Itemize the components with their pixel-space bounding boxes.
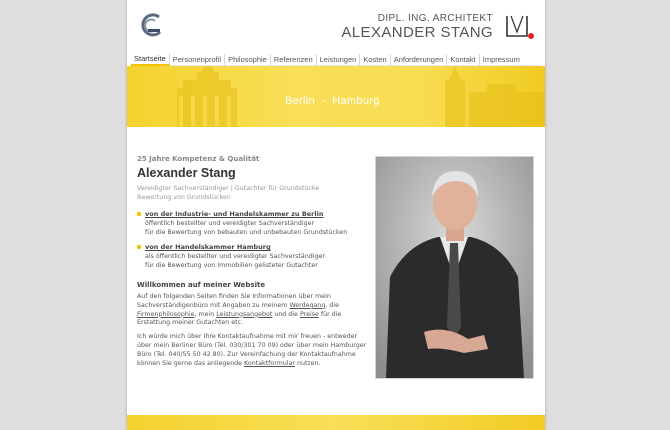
main-nav xyxy=(131,54,541,66)
credential-hamburg xyxy=(137,243,367,270)
nav-item-startseite[interactable]: Startseite xyxy=(131,53,170,66)
header-banner xyxy=(127,66,545,127)
ihk-berlin-link[interactable]: von der Industrie- und Handelskammer zu Berlin xyxy=(145,210,324,218)
text-span: nutzen. xyxy=(295,359,321,367)
header xyxy=(127,0,545,52)
nav-item-kosten[interactable]: Kosten xyxy=(360,54,390,65)
nav-item-leistungen[interactable]: Leistungen xyxy=(317,54,361,65)
nav-item-personenprofil[interactable]: Personenprofil xyxy=(170,54,225,65)
text-span: für die Erstattung meiner Gutachten etc. xyxy=(137,310,342,327)
text-span: Ich würde mich über Ihre Kontaktaufnahme mit mir freuen - entweder über mein Berliner Büro (Tel. 030/301 70 09) oder über mein Hamburger Büro (Tel. 040/55 50 42 80). Zur Vereinfachung der Kontaktaufnahme können Sie gerne das anliegende xyxy=(137,333,367,367)
kontaktformular-link[interactable]: Kontaktformular xyxy=(244,359,296,367)
leistungsangebot-link[interactable]: Leistungsangebot xyxy=(216,310,273,318)
nav-item-referenzen[interactable]: Referenzen xyxy=(271,54,317,65)
welcome-paragraph xyxy=(137,293,367,328)
portrait-photo xyxy=(376,157,533,378)
credential-text: öffentlich bestellter und vereidigter Sachverständiger xyxy=(145,220,315,227)
page-title: Alexander Stang xyxy=(137,166,236,180)
subtitle-line1: Vereidigter Sachverständiger | Gutachter für Grundstücke xyxy=(137,185,320,192)
text-span: und die xyxy=(272,310,300,318)
credential-berlin xyxy=(137,210,367,237)
nav-item-kontakt[interactable]: Kontakt xyxy=(447,54,479,65)
subtitle xyxy=(137,184,367,202)
brand-mark-icon xyxy=(505,14,535,42)
hk-hamburg-link[interactable]: von der Handelskammer Hamburg xyxy=(145,243,271,251)
banner-cities: Berlin - Hamburg xyxy=(285,95,380,107)
credential-text: als öffentlich bestellter und vereidigter Sachverständiger xyxy=(145,253,325,260)
footer-band xyxy=(127,415,545,430)
text-span: Auf den folgenden Seiten finden Sie Informationen über mein Sachverständigenbüro mit Angaben zu meinem xyxy=(137,293,331,309)
page-container xyxy=(127,0,545,430)
nav-item-anforderungen[interactable]: Anforderungen xyxy=(391,54,448,65)
firmenphilosophie-link[interactable]: Firmenphilosophie xyxy=(137,310,195,318)
werdegang-link[interactable]: Werdegang xyxy=(289,301,326,309)
nav-item-impressum[interactable]: Impressum xyxy=(482,55,520,64)
bullet-icon xyxy=(137,245,141,249)
nav-item-philosophie[interactable]: Philosophie xyxy=(225,54,271,65)
header-title: ALEXANDER STANG xyxy=(341,24,493,41)
subtitle-line2: Bewertung von Grundstücken xyxy=(137,194,231,201)
preise-link[interactable]: Preise xyxy=(299,310,319,318)
main-content xyxy=(137,155,367,373)
header-subtitle: DIPL. ING. ARCHITEKT xyxy=(377,13,493,24)
welcome-heading: Willkommen auf meiner Website xyxy=(137,281,266,289)
contact-paragraph xyxy=(137,333,367,368)
text-span: , mein xyxy=(194,310,217,318)
site-logo-icon[interactable] xyxy=(139,12,165,38)
credential-text: für die Bewertung von Immobilien gelisteter Gutachter xyxy=(145,262,318,269)
text-span: , die xyxy=(325,301,339,309)
kicker-text: 25 Jahre Kompetenz & Qualität xyxy=(137,155,260,163)
bullet-icon xyxy=(137,212,141,216)
credential-text: für die Bewertung von bebauten und unbebauten Grundstücken xyxy=(145,229,348,236)
